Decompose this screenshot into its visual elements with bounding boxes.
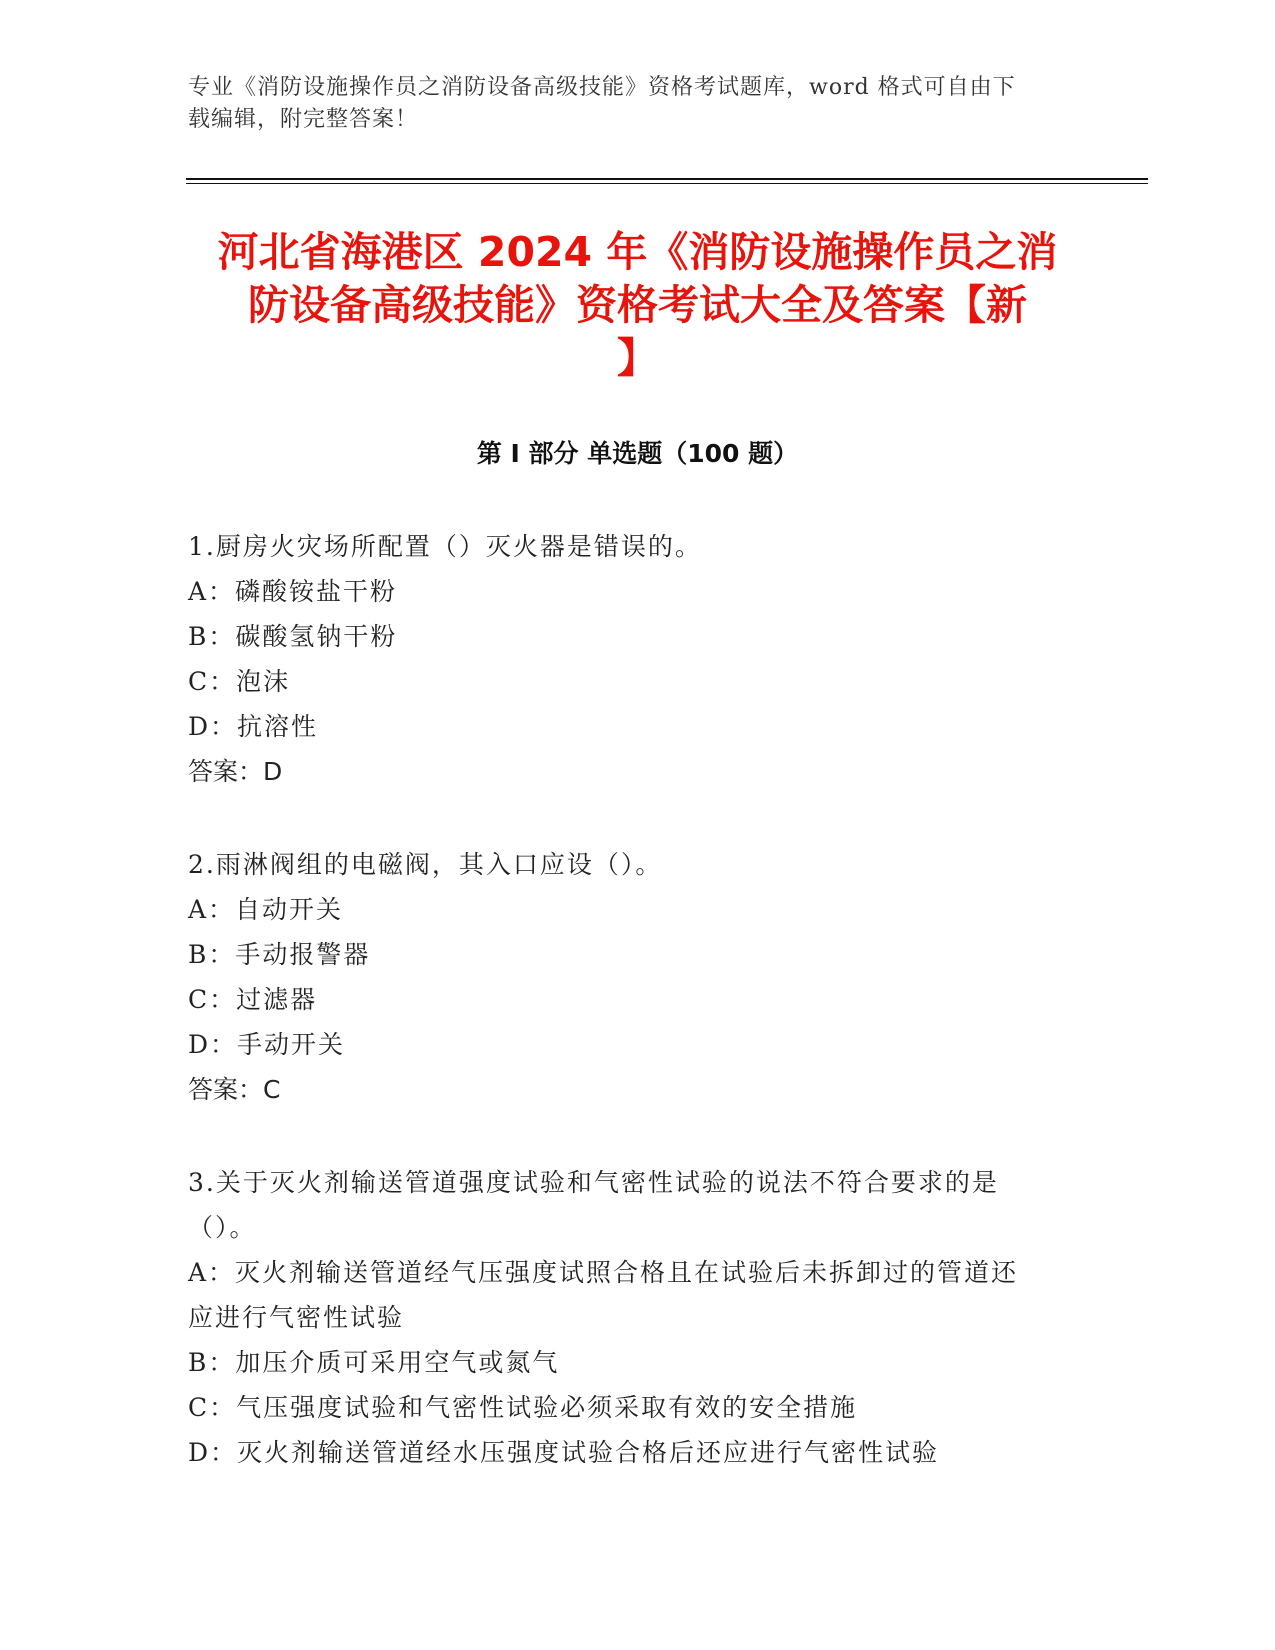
option-a: A：自动开关 [188,895,344,924]
option-d: D：抗溶性 [188,712,319,741]
header-line-1: 专业《消防设施操作员之消防设备高级技能》资格考试题库，word 格式可自由下 [188,75,1016,100]
option-b: B：加压介质可采用空气或氮气 [188,1348,560,1377]
answer: 答案：C [188,1075,281,1104]
header-line-2: 载编辑，附完整答案！ [188,107,419,132]
header-divider-thick [186,178,1148,180]
title-line-3: 】 [617,334,658,382]
title-line-2: 防设备高级技能》资格考试大全及答案【新 [248,281,1027,329]
question-stem-line-2: （）。 [188,1213,257,1242]
option-b: B：碳酸氢钠干粉 [188,622,398,651]
option-c: C：泡沫 [188,667,291,696]
option-a-line-1: A：灭火剂输送管道经气压强度试照合格且在试验后未拆卸过的管道还 [188,1258,1019,1287]
question-stem-line-1: 3.关于灭火剂输送管道强度试验和气密性试验的说法不符合要求的是 [188,1168,999,1197]
question-3 [188,1160,1068,1475]
header-divider-thin [186,183,1148,184]
option-c: C：过滤器 [188,985,318,1014]
title-line-1: 河北省海港区 2024 年《消防设施操作员之消 [217,228,1058,276]
answer: 答案：D [188,757,283,786]
option-d: D：灭火剂输送管道经水压强度试验合格后还应进行气密性试验 [188,1438,940,1467]
section-heading: 第 I 部分 单选题（100 题） [476,439,799,468]
question-stem: 2.雨淋阀组的电磁阀，其入口应设（）。 [188,850,663,879]
question-stem: 1.厨房火灾场所配置（）灭火器是错误的。 [188,532,702,561]
question-1 [188,524,1068,794]
document-header [188,72,1068,136]
option-d: D：手动开关 [188,1030,346,1059]
option-c: C：气压强度试验和气密性试验必须采取有效的安全措施 [188,1393,858,1422]
option-a: A：磷酸铵盐干粉 [188,577,398,606]
option-b: B：手动报警器 [188,940,371,969]
question-2 [188,842,1068,1112]
option-a-line-2: 应进行气密性试验 [188,1303,405,1332]
page-title [150,226,1125,385]
